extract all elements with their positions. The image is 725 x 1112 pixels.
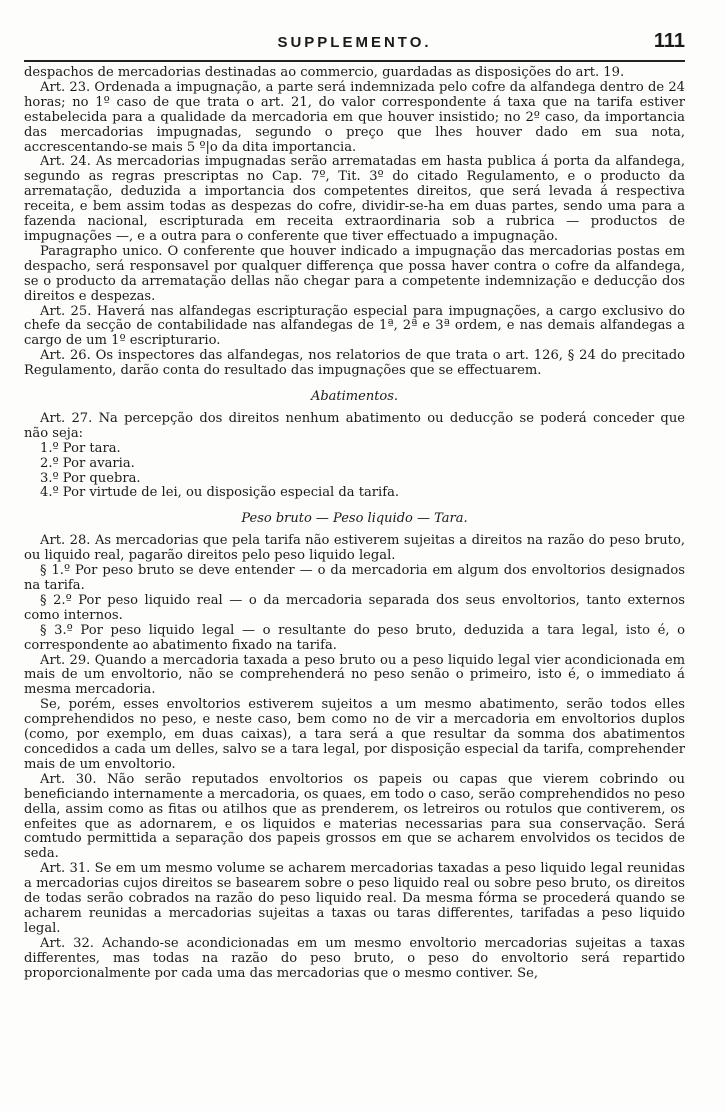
- paragraph-art-31: Art. 31. Se em um mesmo volume se acharem mercadorias taxadas a peso liquido legal reunidas a mercadorias cujos direitos se basearem sobre o peso liquido real ou sobre peso bruto, os direitos de todas serão cobrados na razão do peso liquido real. Da mesma fórma se procederá quando se acharem reunidas a mercadorias sujeitas a taxas ou taras differentes, tarifadas a peso liquido legal.: [24, 861, 685, 936]
- paragraph-unico: Paragrapho unico. O conferente que houver indicado a impugnação das mercadorias postas em despacho, será responsavel por qualquer differença que possa haver contra o cofre da alfandega, se o producto da arrematação dellas não chegar para a competente indemnização e deducção dos direitos e despezas.: [24, 243, 685, 304]
- list-item: 2.º Por avaria.: [40, 455, 135, 471]
- paragraph-art-29: Art. 29. Quando a mercadoria taxada a peso bruto ou a peso liquido legal vier acondicionada em mais de um envoltorio, não se comprehenderá no peso senão o primeiro, isto é, o immediato á mesma mercadoria.: [24, 652, 685, 698]
- paragraph-art-25: Art. 25. Haverá nas alfandegas escripturação especial para impugnações, a cargo exclusivo do chefe da secção de contabilidade nas alfandegas de 1ª, 2ª e 3ª ordem, e nas demais alfandegas a cargo de um 1º escripturario.: [24, 303, 685, 349]
- page-number: 111: [653, 30, 685, 52]
- list-item: 4.º Por virtude de lei, ou disposição especial da tarifa.: [40, 485, 400, 501]
- running-head: [24, 28, 685, 58]
- section-title-abatimentos: Abatimentos.: [310, 389, 399, 405]
- paragraph-sec-3: § 3.º Por peso liquido legal — o resultante do peso bruto, deduzida a tara legal, isto é, o correspondente ao abatimento fixado na tarifa.: [24, 622, 685, 653]
- paragraph-art-27: Art. 27. Na percepção dos direitos nenhum abatimento ou deducção se poderá conceder que não seja:: [24, 410, 685, 441]
- paragraph-art-24: Art. 24. As mercadorias impugnadas serão arrematadas em hasta publica á porta da alfandega, segundo as regras prescriptas no Cap. 7º, Tit. 3º do citado Regulamento, e o producto da arrematação, deduzida a importancia dos competentes direitos, que será levada á respectiva receita, e bem assim todas as despezas do cofre, dividir-se-ha em duas partes, sendo uma para a fazenda nacional, escripturada em receita extraordinaria sob a rubrica — productos de impugnações —, e a outra para o conferente que tiver effectuado a impugnação.: [24, 154, 685, 244]
- paragraph-art-28: Art. 28. As mercadorias que pela tarifa não estiverem sujeitas a direitos na razão do peso bruto, ou liquido real, pagarão direitos pelo peso liquido legal.: [24, 533, 685, 564]
- section-title-peso: Peso bruto — Peso liquido — Tara.: [241, 511, 468, 527]
- body-text: [24, 66, 685, 981]
- paragraph-sec-1: § 1.º Por peso bruto se deve entender — o da mercadoria em algum dos envoltorios designados na tarifa.: [24, 563, 685, 593]
- paragraph-continuation: despachos de mercadorias destinadas ao commercio, guardadas as disposições do art. 19.: [24, 65, 625, 80]
- paragraph-art-30: Art. 30. Não serão reputados envoltorios os papeis ou capas que vierem cobrindo ou beneficiando internamente a mercadoria, os quaes, em todo o caso, serão comprehendidos no peso della, assim como as fitas ou atilhos que as prenderem, os letreiros ou rotulos que contiverem, os enfeites que as adornarem, e os liquidos e materias necessarias para sua conservação. Será comtudo permittida a separação dos papeis grossos em que se acharem envolvidos os tecidos de seda.: [24, 771, 685, 862]
- list-item: 3.º Por quebra.: [40, 470, 141, 486]
- paragraph-art-29-cont: Se, porém, esses envoltorios estiverem sujeitos a um mesmo abatimento, serão todos elles comprehendidos no peso, e neste caso, bem como no de vir a mercadoria em envoltorios duplos (como, por exemplo, em duas caixas), a tara será a que resultar da somma dos abatimentos concedidos a cada um delles, salvo se a tara legal, por disposição especial da tarifa, comprehender mais de um envoltorio.: [24, 697, 685, 772]
- abatimentos-list: [24, 442, 685, 502]
- list-item: 1.º Por tara.: [40, 440, 121, 456]
- paragraph-art-23: Art. 23. Ordenada a impugnação, a parte será indemnizada pelo cofre da alfandega dentro de 24 horas; no 1º caso de que trata o art. 21, do valor correspondente á taxa que na tarifa estiver estabelecida para a qualidade da mercadoria em que houver insistido; no 2º caso, da importancia das mercadorias impugnadas, segundo o preço que lhes houver dado em sua nota, accrescentando-se mais 5 º|o da dita importancia.: [24, 79, 685, 155]
- paragraph-sec-2: § 2.º Por peso liquido real — o da mercadoria separada dos seus envoltorios, tanto externos como internos.: [24, 592, 685, 623]
- running-title: SUPPLEMENTO.: [277, 34, 432, 51]
- paragraph-art-26: Art. 26. Os inspectores das alfandegas, nos relatorios de que trata o art. 126, § 24 do precitado Regulamento, darão conta do resultado das impugnações que se effectuarem.: [24, 348, 685, 379]
- header-rule: [24, 60, 685, 62]
- paragraph-art-32: Art. 32. Achando-se acondicionadas em um mesmo envoltorio mercadorias sujeitas a taxas differentes, mas todas na razão do peso bruto, o peso do envoltorio será repartido proporcionalmente por cada uma das mercadorias que o mesmo contiver. Se,: [24, 935, 685, 981]
